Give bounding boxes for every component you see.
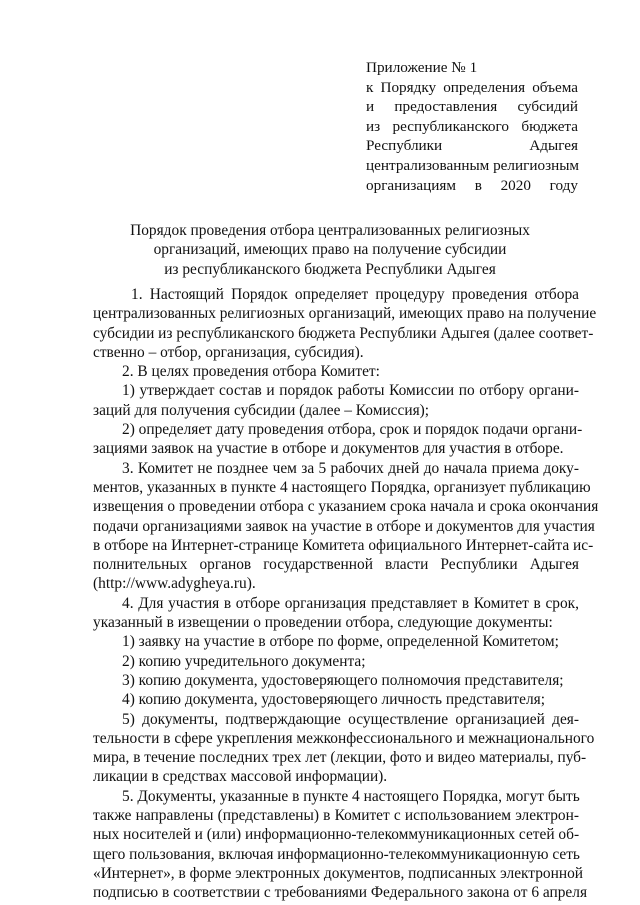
paragraph-3 xyxy=(93,459,599,594)
appendix-line: из республиканского бюджета xyxy=(366,117,578,135)
paragraph-4-item-1 xyxy=(93,632,579,651)
text-line: 1) утверждает состав и порядок работы Комиссии по отбору органи- xyxy=(122,382,579,400)
paragraph-1 xyxy=(93,285,597,362)
text-line: тельности в сфере укрепления межконфессионального и межнационального xyxy=(93,729,595,747)
text-line: подачи организациями заявок на участие в отборе и документов для участия xyxy=(93,517,595,535)
title-line: из республиканского бюджета Республики Адыгея xyxy=(164,260,496,278)
paragraph-4-item-5 xyxy=(93,710,595,787)
text-line: в отборе на Интернет-странице Комитета официального Интернет-сайта ис- xyxy=(93,536,594,554)
text-line: 3. Комитет не позднее чем за 5 рабочих дней до начала приема доку- xyxy=(122,459,579,477)
text-line: ственно – отбор, организация, субсидия). xyxy=(93,343,364,361)
text-line: щего пользования, включая информационно-телекоммуникационную сеть xyxy=(93,845,580,863)
text-line: 2) определяет дату проведения отбора, срок и порядок подачи органи- xyxy=(122,421,583,439)
text-line: 1. Настоящий Порядок определяет процедуру проведения отбора xyxy=(131,286,579,303)
text-line: (http://www.adygheya.ru). xyxy=(93,575,256,593)
appendix-line: Приложение № 1 xyxy=(366,59,478,76)
text-line: 1) заявку на участие в отборе по форме, определенной Комитетом; xyxy=(122,633,559,651)
title-line: организаций, имеющих право на получение субсидии xyxy=(153,241,507,259)
paragraph-4-item-2 xyxy=(93,652,579,671)
text-line: мира, в течение последних трех лет (лекции, фото и видео материалы, пуб- xyxy=(93,749,587,767)
paragraph-4 xyxy=(93,594,579,633)
text-line: заций для получения субсидии (далее – Комиссия); xyxy=(93,401,430,419)
appendix-line: централизованным религиозным xyxy=(366,156,580,174)
appendix-header xyxy=(366,58,578,195)
text-line: зациями заявок на участие в отборе и документов для участия в отборе. xyxy=(93,440,564,458)
text-line: 4. Для участия в отборе организация представляет в Комитет в срок, xyxy=(122,594,579,612)
text-line: полнительных органов государственной власти Республики Адыгея xyxy=(93,556,579,574)
appendix-line: к Порядку определения объема xyxy=(366,78,578,96)
text-line: ликации в средствах массовой информации). xyxy=(93,768,388,786)
text-line: 2) копию учредительного документа; xyxy=(122,652,366,670)
text-line: ментов, указанных в пункте 4 настоящего Порядка, организует публикацию xyxy=(93,478,591,496)
paragraph-4-item-4 xyxy=(93,690,579,709)
paragraph-2-item-2 xyxy=(93,420,583,459)
text-line: 4) копию документа, удостоверяющего личность представителя; xyxy=(122,691,545,709)
text-line: извещения о проведении отбора с указанием срока начала и срока окончания xyxy=(93,498,599,516)
document-body xyxy=(93,285,599,903)
paragraph-2-item-1 xyxy=(93,381,579,420)
paragraph-2 xyxy=(93,362,579,381)
text-line: указанный в извещении о проведении отбора, следующие документы: xyxy=(93,614,553,632)
appendix-line: организациям в 2020 году xyxy=(366,176,578,194)
text-line: централизованных религиозных организаций, имеющих право на получение xyxy=(93,305,597,323)
title-line: Порядок проведения отбора централизованных религиозных xyxy=(130,222,530,239)
text-line: 2. В целях проведения отбора Комитет: xyxy=(122,363,380,381)
text-line: субсидии из республиканского бюджета Республики Адыгея (далее соответ- xyxy=(93,324,594,342)
document-title xyxy=(100,221,560,279)
text-line: 3) копию документа, удостоверяющего полномочия представителя; xyxy=(122,671,564,689)
text-line: также направлены (представлены) в Комитет с использованием электрон- xyxy=(93,807,579,825)
paragraph-4-item-3 xyxy=(93,671,579,690)
text-line: ных носителей и (или) информационно-телекоммуникационных сетей об- xyxy=(93,826,580,844)
paragraph-5 xyxy=(93,787,588,903)
appendix-line: и предоставления субсидий xyxy=(366,98,578,116)
text-line: 5. Документы, указанные в пункте 4 настоящего Порядка, могут быть xyxy=(122,787,580,805)
text-line: «Интернет», в форме электронных документов, подписанных электронной xyxy=(93,864,584,882)
text-line: 5) документы, подтверждающие осуществление организацией дея- xyxy=(122,710,579,728)
appendix-line: Республики Адыгея xyxy=(366,137,578,155)
text-line: подписью в соответствии с требованиями Федерального закона от 6 апреля xyxy=(93,884,588,902)
